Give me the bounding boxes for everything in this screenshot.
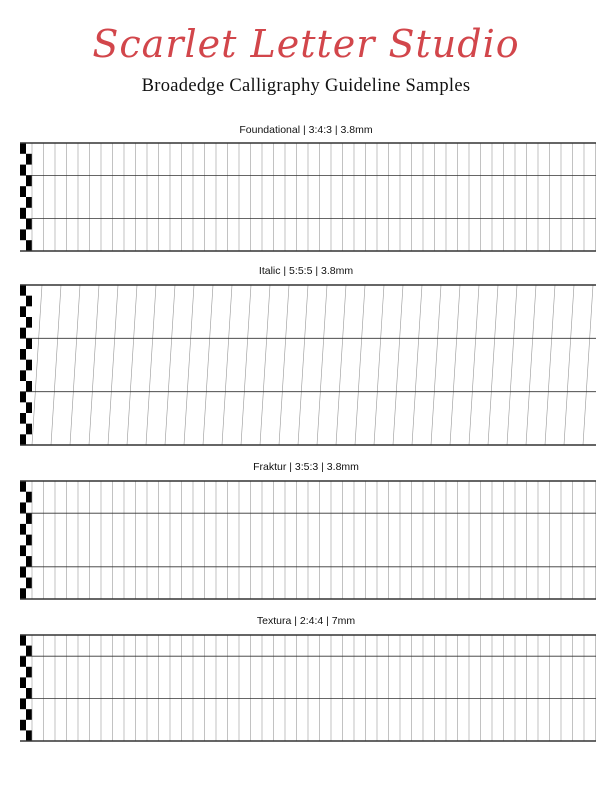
guideline-grid-fraktur: [0, 479, 612, 601]
slant-guide-line: [222, 285, 232, 445]
nib-ladder-block: [20, 186, 26, 197]
nib-ladder-block: [20, 434, 26, 445]
nib-ladder-block: [26, 730, 32, 741]
slant-guide-line: [336, 285, 346, 445]
nib-ladder-block: [20, 143, 26, 154]
nib-ladder-block: [26, 381, 32, 392]
slant-guide-line: [279, 285, 289, 445]
nib-ladder-block: [26, 338, 32, 349]
slant-guide-line: [545, 285, 555, 445]
nib-ladder-block: [20, 567, 26, 578]
slant-guide-line: [317, 285, 327, 445]
page-title: Broadedge Calligraphy Guideline Samples: [141, 76, 471, 96]
slant-guide-line: [469, 285, 479, 445]
slant-guide-line: [488, 285, 498, 445]
nib-ladder-block: [26, 513, 32, 524]
nib-ladder-block: [20, 699, 26, 710]
nib-ladder-block: [20, 502, 26, 513]
nib-ladder-block: [20, 392, 26, 403]
nib-ladder-block: [20, 370, 26, 381]
sheet-label-fraktur: Fraktur | 3:5:3 | 3.8mm: [253, 461, 359, 473]
nib-ladder-block: [26, 709, 32, 720]
nib-ladder-block: [26, 492, 32, 503]
nib-ladder-block: [26, 667, 32, 678]
nib-ladder-block: [26, 296, 32, 307]
slant-guide-line: [203, 285, 213, 445]
slant-guide-line: [450, 285, 460, 445]
guideline-grid-textura: [0, 633, 612, 743]
slant-guide-line: [184, 285, 194, 445]
nib-ladder-block: [26, 556, 32, 567]
nib-ladder-block: [20, 165, 26, 176]
nib-ladder-block: [26, 535, 32, 546]
nib-ladder-block: [26, 578, 32, 589]
sheet-label-italic: Italic | 5:5:5 | 3.8mm: [258, 265, 354, 277]
slant-guide-line: [241, 285, 251, 445]
nib-ladder-block: [20, 208, 26, 219]
slant-guide-line: [32, 285, 42, 445]
slant-guide-line: [412, 285, 422, 445]
nib-ladder-block: [20, 481, 26, 492]
sheet-label-foundational: Foundational | 3:4:3 | 3.8mm: [239, 124, 373, 136]
nib-ladder-block: [20, 306, 26, 317]
slant-guide-line: [393, 285, 403, 445]
nib-ladder-block: [20, 545, 26, 556]
nib-ladder-block: [26, 402, 32, 413]
nib-ladder-block: [20, 328, 26, 339]
nib-ladder-block: [20, 285, 26, 296]
nib-ladder-block: [20, 229, 26, 240]
nib-ladder-block: [26, 175, 32, 186]
nib-ladder-block: [20, 656, 26, 667]
nib-ladder-block: [26, 688, 32, 699]
slant-guide-line: [298, 285, 308, 445]
nib-ladder-block: [26, 154, 32, 165]
guideline-grid-italic: [0, 283, 612, 447]
nib-ladder-block: [20, 588, 26, 599]
guideline-grid-foundational: [0, 141, 612, 253]
nib-ladder-block: [26, 219, 32, 230]
slant-guide-line: [431, 285, 441, 445]
nib-ladder-block: [26, 646, 32, 657]
nib-ladder-block: [20, 349, 26, 360]
slant-guide-line: [108, 285, 118, 445]
slant-guide-line: [355, 285, 365, 445]
nib-ladder-block: [20, 635, 26, 646]
slant-guide-line: [564, 285, 574, 445]
slant-guide-line: [127, 285, 137, 445]
slant-guide-line: [374, 285, 384, 445]
slant-guide-line: [89, 285, 99, 445]
slant-guide-line: [526, 285, 536, 445]
slant-guide-line: [507, 285, 517, 445]
nib-ladder-block: [20, 524, 26, 535]
slant-guide-line: [583, 285, 593, 445]
nib-ladder-block: [20, 677, 26, 688]
nib-ladder-block: [26, 360, 32, 371]
nib-ladder-block: [20, 720, 26, 731]
slant-guide-line: [260, 285, 270, 445]
nib-ladder-block: [26, 317, 32, 328]
nib-ladder-block: [26, 424, 32, 435]
slant-guide-line: [70, 285, 80, 445]
slant-guide-line: [165, 285, 175, 445]
slant-guide-line: [51, 285, 61, 445]
nib-ladder-block: [20, 413, 26, 424]
sheet-label-textura: Textura | 2:4:4 | 7mm: [256, 615, 356, 627]
slant-guide-line: [146, 285, 156, 445]
nib-ladder-block: [26, 197, 32, 208]
brand-logo: Scarlet Letter Studio: [92, 22, 520, 66]
nib-ladder-block: [26, 240, 32, 251]
